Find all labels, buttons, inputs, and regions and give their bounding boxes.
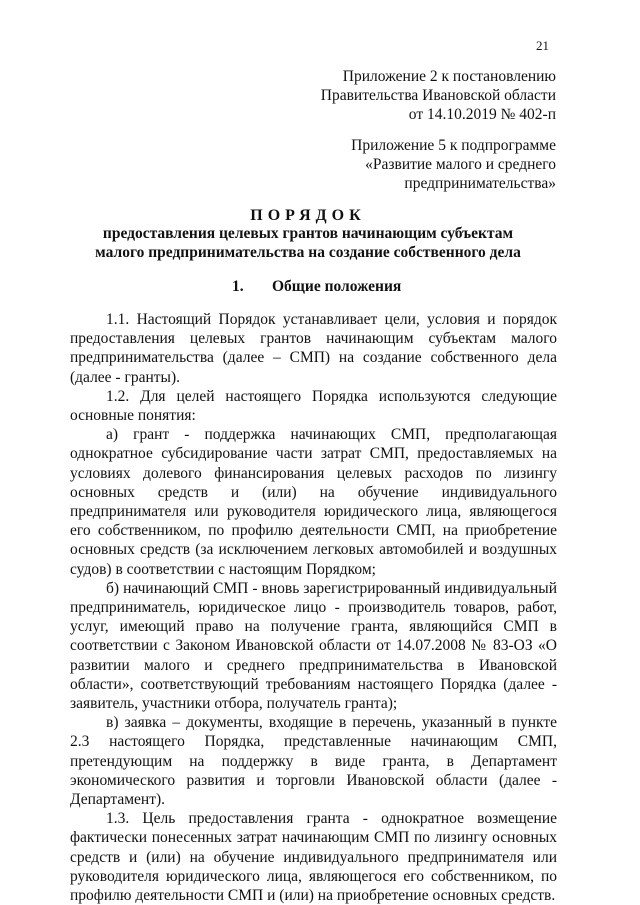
document-subtitle <box>60 224 556 262</box>
page-number: 21 <box>536 38 549 53</box>
subtitle-line: малого предпринимательства на создание собственного дела <box>95 244 521 261</box>
appendix-5-line: «Развитие малого и среднего <box>365 156 556 173</box>
paragraph-a-grant: а) грант - поддержка начинающих СМП, предполагающая однократное субсидирование части затрат СМП, предоставляемых на условиях долевого финансирования целевых расходов по лизингу основных средств и (или) на обучение индивидуального предпринимателя или руководителя юридического лица, являющегося его собственником, по профилю деятельности СМП, на приобретение основных средств (за исключением легковых автомобилей и воздушных судов) в соответствии с настоящим Порядком; <box>70 426 557 578</box>
appendix-2-reference <box>300 67 556 124</box>
section-number: 1. <box>232 278 244 295</box>
paragraph-c-application: в) заявка – документы, входящие в перечень, указанный в пункте 2.3 настоящего Порядка, представленные начинающим СМП, претендующим на поддержку в виде гранта, в Департамент экономического развития и торговли Ивановской области (далее - Департамент). <box>70 714 557 809</box>
appendix-5-reference <box>300 136 556 193</box>
document-title: ПОРЯДОК <box>250 207 366 224</box>
paragraph-1-3: 1.3. Цель предоставления гранта - однократное возмещение фактически понесенных затрат начинающим СМП по лизингу основных средств и (или) на обучение индивидуального предпринимателя или руководителя юридического лица, являющегося его собственником, по профилю деятельности СМП и (или) на приобретение основных средств. <box>70 810 557 905</box>
document-body <box>70 310 557 905</box>
subtitle-line: предоставления целевых грантов начинающим субъектам <box>102 225 514 242</box>
section-title: Общие положения <box>272 278 402 295</box>
appendix-2-line: Правительства Ивановской области <box>320 87 556 104</box>
paragraph-1-1: 1.1. Настоящий Порядок устанавливает цели, условия и порядок предоставления целевых грантов начинающим субъектам малого предпринимательства (далее – СМП) на создание собственного дела (далее - гранты). <box>70 311 557 386</box>
appendix-2-line: Приложение 2 к постановлению <box>342 68 556 85</box>
appendix-5-line: предпринимательства» <box>404 175 556 192</box>
appendix-2-line: от 14.10.2019 № 402-п <box>408 106 556 123</box>
appendix-5-line: Приложение 5 к подпрограмме <box>351 137 556 154</box>
paragraph-b-smp: б) начинающий СМП - вновь зарегистрированный индивидуальный предприниматель, юридическое лицо - производитель товаров, работ, услуг, имеющий право на получение гранта, являющийся СМП в соответствии с Законом Ивановской области от 14.07.2008 № 83-ОЗ «О развитии малого и среднего предпринимательства в Ивановской области», соответствующий требованиям настоящего Порядка (далее - заявитель, участники отбора, получатель гранта); <box>70 579 557 713</box>
paragraph-1-2: 1.2. Для целей настоящего Порядка используются следующие основные понятия: <box>70 387 557 425</box>
